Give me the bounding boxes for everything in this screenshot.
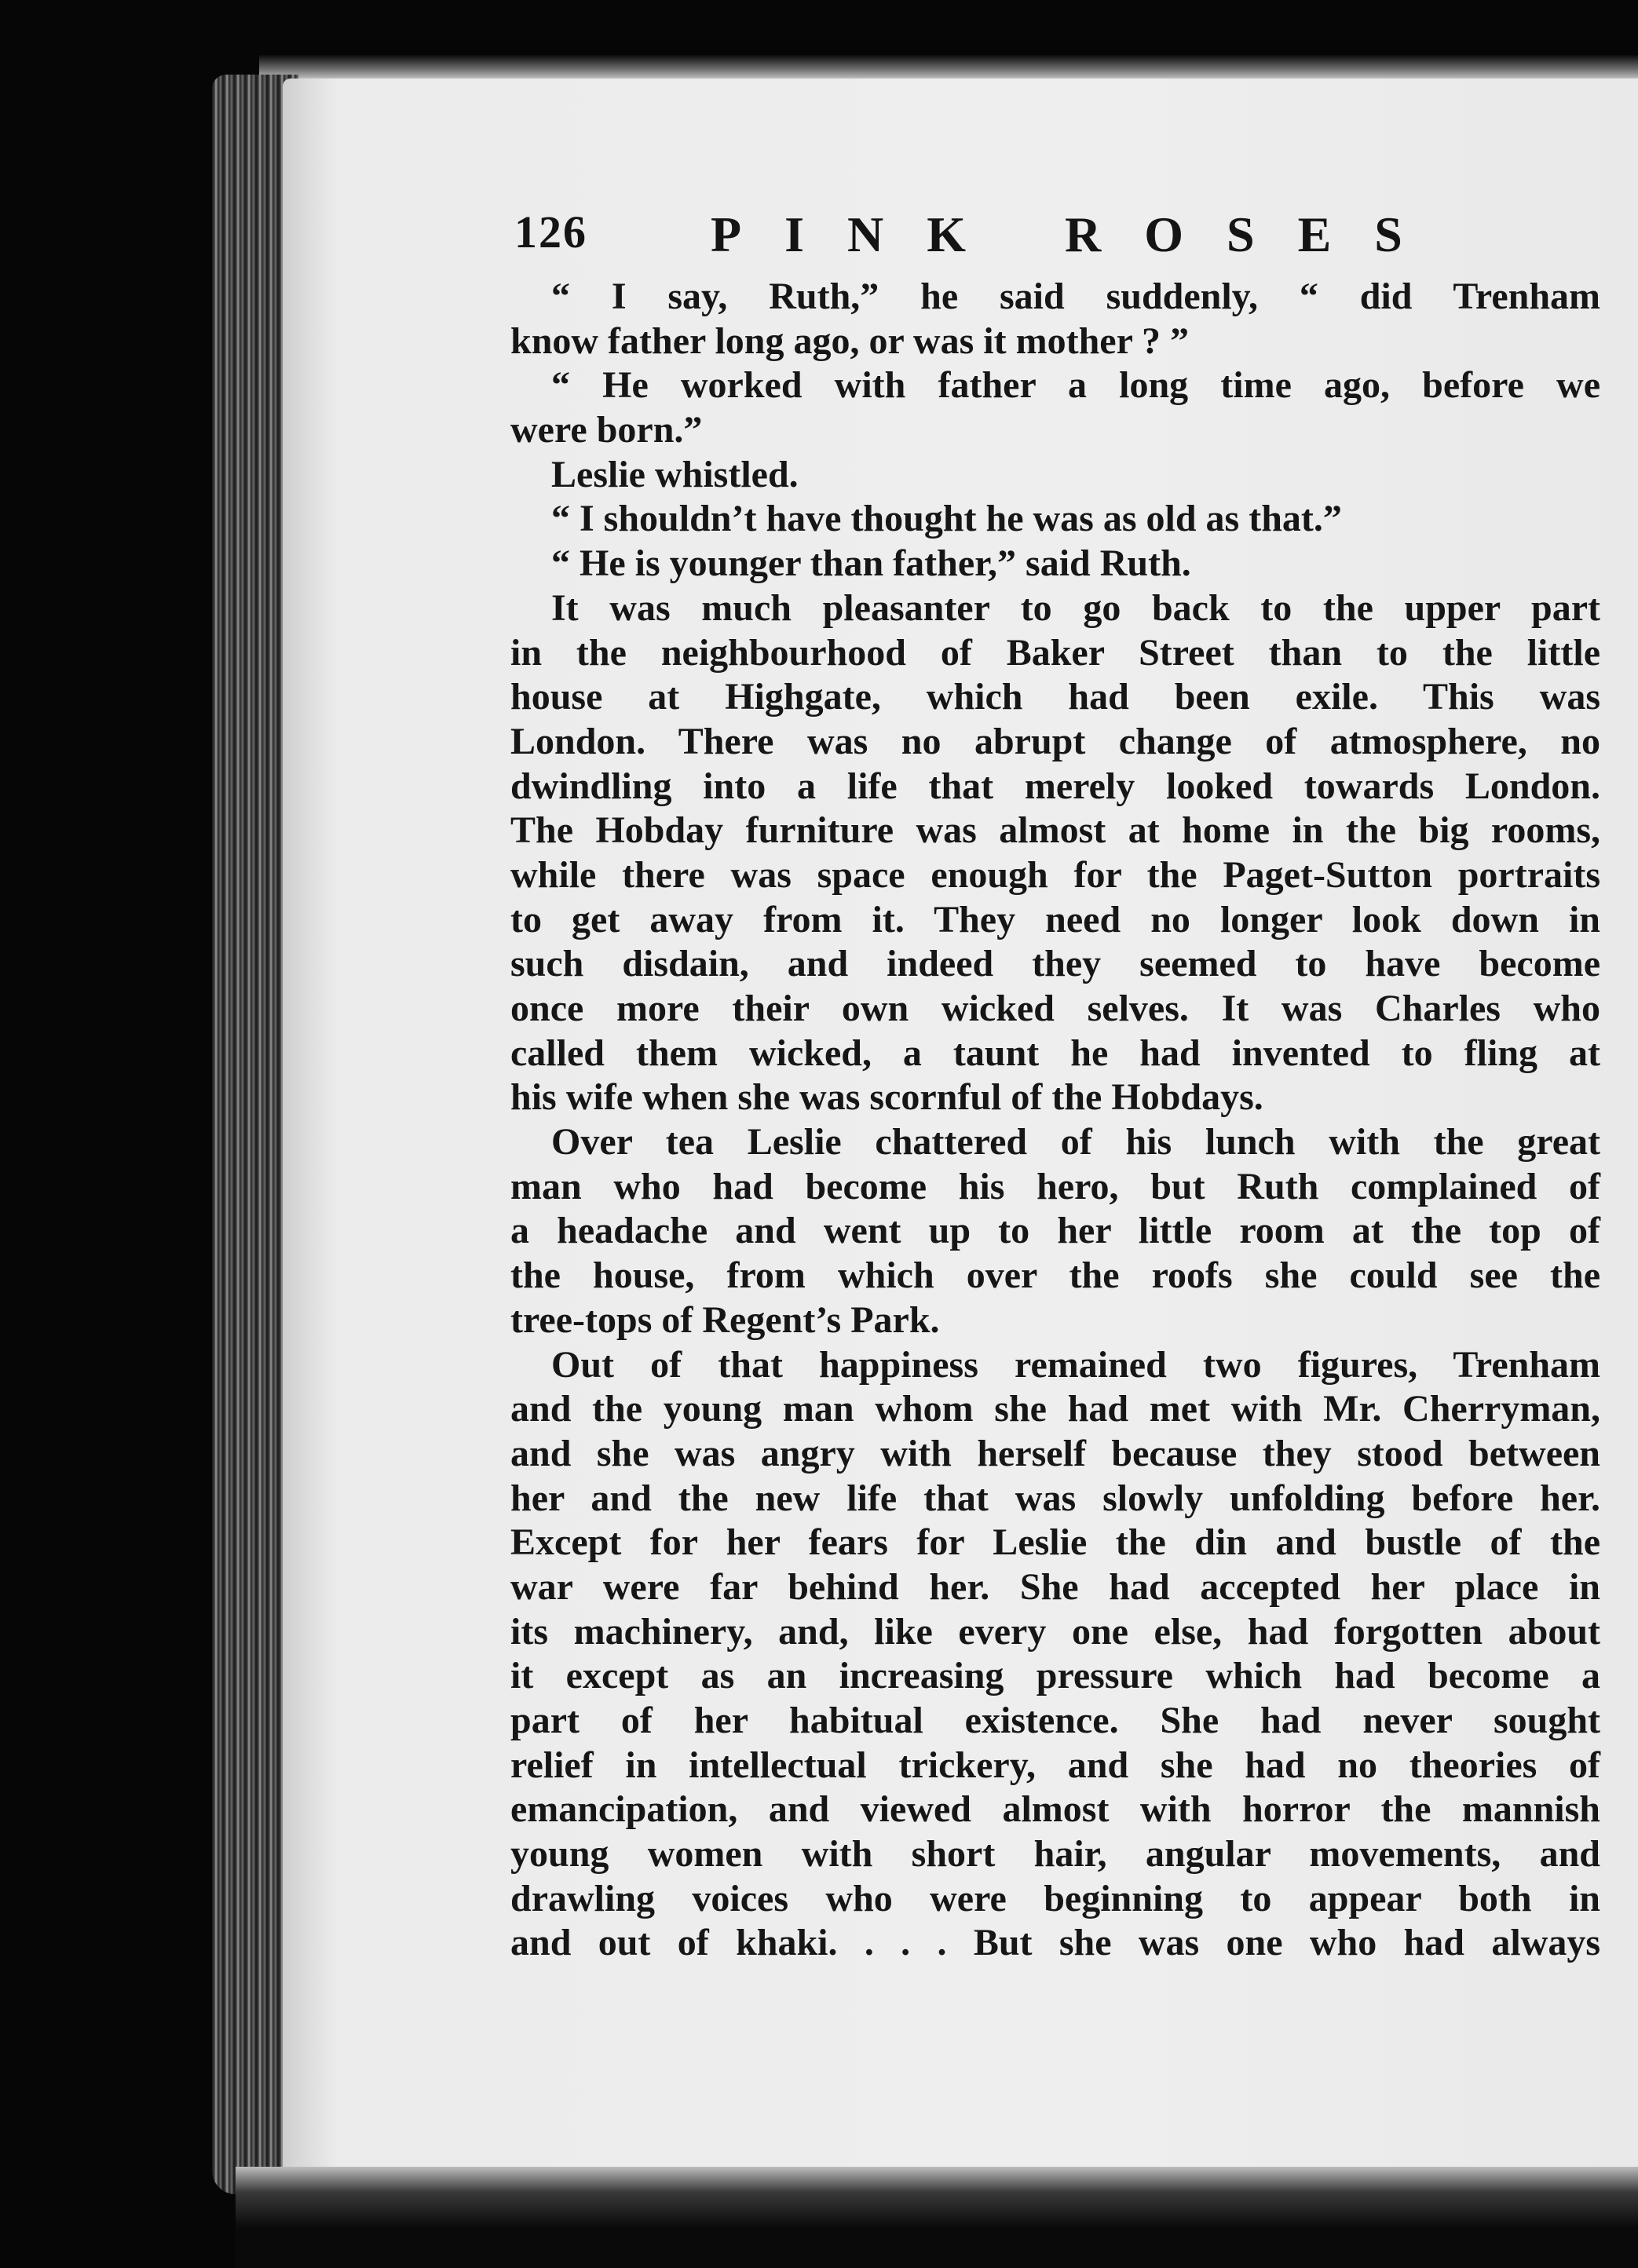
text-line: and out of khaki. . . . But she was one who had always bbox=[510, 1922, 1600, 1964]
text-line: called them wicked, a taunt he had invented to fling at bbox=[510, 1032, 1600, 1074]
text-line: man who had become his hero, but Ruth complained of bbox=[510, 1165, 1600, 1207]
page-number: 126 bbox=[514, 206, 587, 257]
text-line: “ He is younger than father,” said Ruth. bbox=[551, 542, 1191, 585]
text-line: tree-tops of Regent’s Park. bbox=[510, 1298, 940, 1341]
text-line: his wife when she was scornful of the Hobdays. bbox=[510, 1076, 1263, 1119]
text-line: house at Highgate, which had been exile. This was bbox=[510, 676, 1600, 718]
text-line: emancipation, and viewed almost with horror the mannish bbox=[510, 1788, 1600, 1831]
text-line: Except for her fears for Leslie the din and bustle of the bbox=[510, 1521, 1600, 1564]
text-line: “ He worked with father a long time ago, before we bbox=[551, 364, 1600, 407]
text-line: to get away from it. They need no longer look down in bbox=[510, 898, 1600, 940]
running-title: PINK ROSES bbox=[711, 206, 1446, 262]
text-line: Out of that happiness remained two figures, Trenham bbox=[551, 1343, 1600, 1386]
text-line: and the young man whom she had met with Mr. Cherryman, bbox=[510, 1388, 1600, 1430]
text-line: its machinery, and, like every one else, had forgotten about bbox=[510, 1610, 1600, 1653]
page-bottom-shadow bbox=[236, 2167, 1638, 2268]
text-line: dwindling into a life that merely looked towards London. bbox=[510, 765, 1600, 807]
text-line: relief in intellectual trickery, and she had no theories of bbox=[510, 1744, 1600, 1786]
text-line: London. There was no abrupt change of atmosphere, no bbox=[510, 720, 1600, 762]
text-line: the house, from which over the roofs she could see the bbox=[510, 1255, 1600, 1297]
body-text bbox=[510, 275, 1600, 1966]
running-head bbox=[514, 206, 1598, 262]
text-line: in the neighbourhood of Baker Street than to the little bbox=[510, 631, 1600, 674]
text-line: a headache and went up to her little room at the top of bbox=[510, 1210, 1600, 1252]
text-line: her and the new life that was slowly unfolding before her. bbox=[510, 1477, 1600, 1519]
text-line: Leslie whistled. bbox=[551, 453, 799, 495]
text-line: It was much pleasanter to go back to the upper part bbox=[551, 586, 1600, 629]
text-line: “ I say, Ruth,” he said suddenly, “ did Trenham bbox=[551, 276, 1600, 317]
text-line: war were far behind her. She had accepted her place in bbox=[510, 1565, 1600, 1608]
text-line: The Hobday furniture was almost at home in the big rooms, bbox=[510, 809, 1600, 852]
text-line: such disdain, and indeed they seemed to have become bbox=[510, 943, 1600, 985]
text-line: were born.” bbox=[510, 409, 703, 451]
text-line: Over tea Leslie chattered of his lunch with the great bbox=[551, 1121, 1600, 1163]
text-line: it except as an increasing pressure which had become a bbox=[510, 1655, 1600, 1697]
text-line: young women with short hair, angular movements, and bbox=[510, 1833, 1600, 1875]
page-top-shadow bbox=[259, 55, 1638, 79]
text-line: know father long ago, or was it mother ? ” bbox=[510, 320, 1189, 362]
text-line: while there was space enough for the Paget-Sutton portraits bbox=[510, 853, 1600, 896]
text-line: once more their own wicked selves. It was Charles who bbox=[510, 988, 1600, 1029]
text-line: and she was angry with herself because they stood between bbox=[510, 1432, 1600, 1474]
text-line: drawling voices who were beginning to appear both in bbox=[510, 1877, 1600, 1919]
text-line: “ I shouldn’t have thought he was as old as that.” bbox=[551, 498, 1342, 540]
text-line: part of her habitual existence. She had never sought bbox=[510, 1700, 1600, 1741]
